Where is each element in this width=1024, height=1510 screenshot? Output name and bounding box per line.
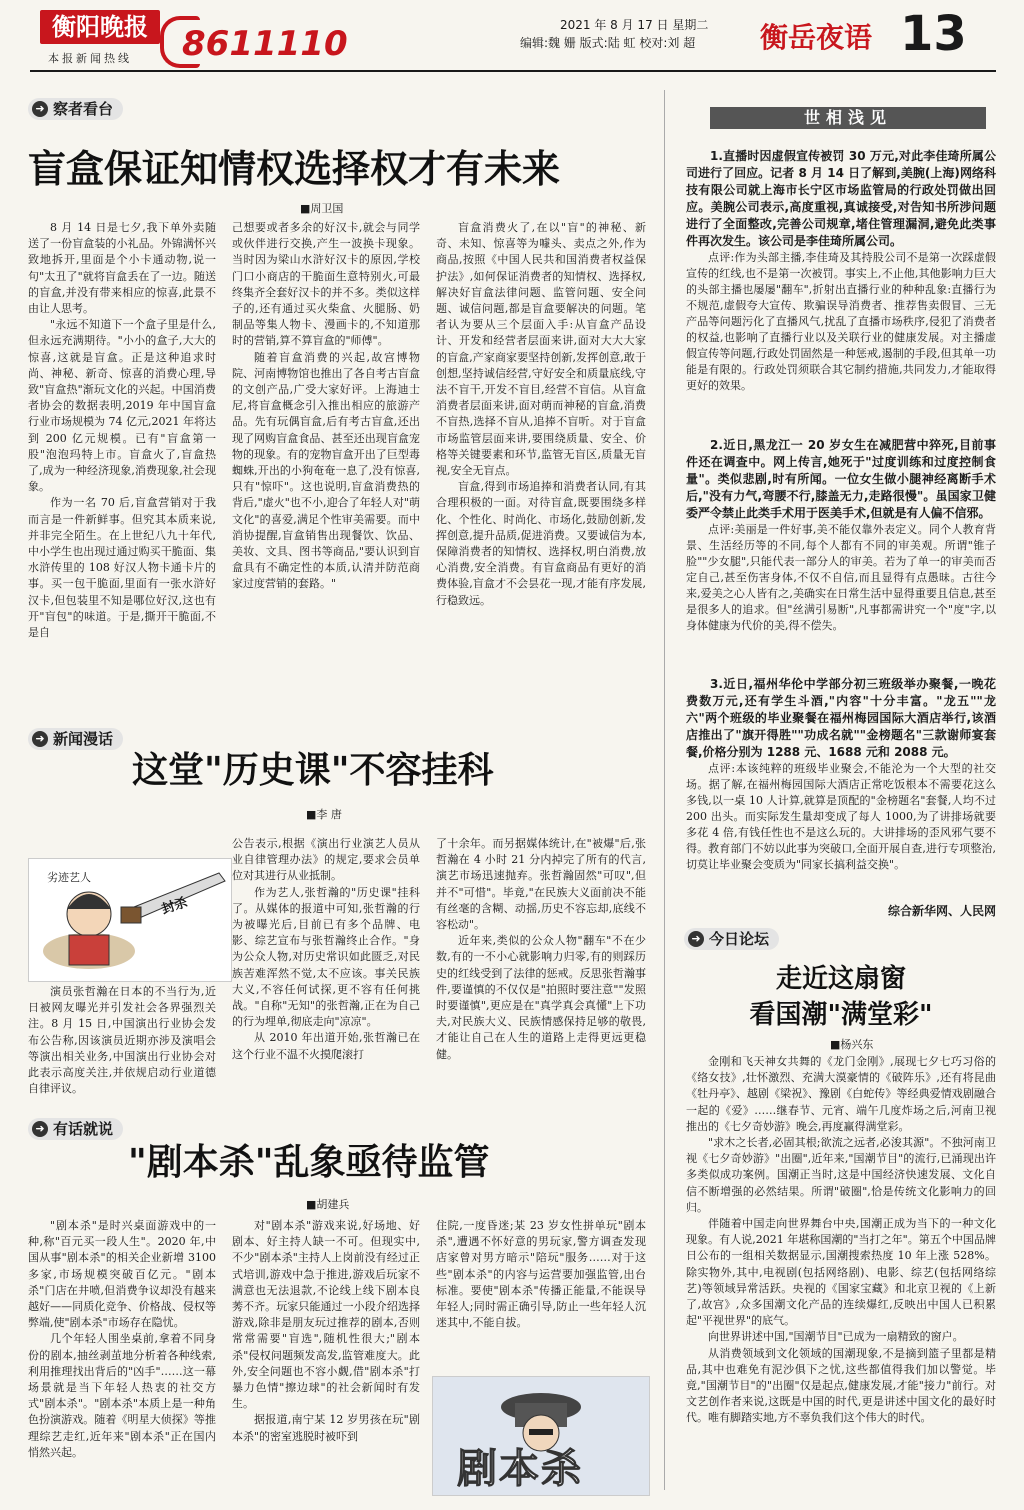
paragraph: 作为艺人,张哲瀚的"历史课"挂科了。从媒体的报道中可知,张哲瀚的行为被曝光后,目前已有多个品牌、电影、综艺宣布与张哲瀚终止合作。"身为公众人物,对历史常识如此匮乏,对民族苦难浑然不觉,太不应该。事关民族大义,不容任何试探,更不容有任何挑战。"自称"无知"的张哲瀚,正在为自己的行为埋单,彻底走向"凉凉"。 xyxy=(232,885,420,1029)
paragraph: 8 月 14 日是七夕,我下单外卖随送了一份盲盒装的小礼品。外锦满怀兴致地拆开,里面是个小卡通动物,说一句"太丑了"就将盲盒丢在了一边。随送的盲盒,并没有带来相应的惊喜,此景不由让人思考。 xyxy=(28,221,216,316)
paragraph: 了十余年。而另据媒体统计,在"被爆"后,张哲瀚在 4 小时 21 分内掉完了所有的代言,演艺市场迅速抛弃。张哲瀚固然"可叹",但并不"可惜"。毕竟,"在民族大义面前决不能有丝毫的含糊、动摇,历史不容忘却,底线不容松动"。 xyxy=(436,837,646,932)
page-number: 13 xyxy=(900,6,967,62)
paragraph: 从 2010 年出道开始,张哲瀚已在这个行业不温不火摸爬滚打 xyxy=(232,1031,420,1061)
logo-subtitle: 本报新闻热线 xyxy=(48,52,132,65)
section-name: 衡岳夜语 xyxy=(760,21,873,54)
tag-label: 察者看台 xyxy=(53,100,114,118)
paragraph: 近年来,类似的公众人物"翻车"不在少数,有的一不小心就影响力归零,有的则踩历史的红线受到了法律的惩戒。反思张哲瀚事件,要谨慎的不仅仅是"拍照时要注意""发照时要谨慎",更应是在"真学真会真懂"上下功夫,对民族大义、民族情感保持足够的敬畏,才能让自己在人生的道路上走得更远更稳健。 xyxy=(436,934,646,1061)
arrow-right-icon: ➜ xyxy=(32,101,48,117)
article-headline: 这堂"历史课"不容挂科 xyxy=(132,750,494,791)
arrow-right-icon: ➜ xyxy=(688,931,704,947)
script-game-illustration xyxy=(432,1376,650,1496)
article-headline-line1: 走近这扇窗 xyxy=(775,964,906,994)
paragraph: "求木之长者,必固其根;欲流之远者,必浚其源"。不独河南卫视《七夕奇妙游》"出圈",近年来,"国潮节目"的流行,已涌现出许多类似成功案例。国潮正当时,这是中国经济快速发展、文化自信不断增强的必然结果。所谓"破圈",恰是传统文化影响力的回归。 xyxy=(686,1136,996,1214)
paragraph: 向世界讲述中国,"国潮节目"已成为一扇精致的窗户。 xyxy=(708,1330,964,1344)
paragraph: 公告表示,根据《演出行业演艺人员从业自律管理办法》的规定,要求会员单位对其进行从业抵制。 xyxy=(232,837,420,883)
paragraph: "剧本杀"是时兴桌面游戏中的一种,称"百元买一段人生"。2020 年,中国从事"剧本杀"的相关企业新增 3100 多家,市场规模突破百亿元。"剧本杀"门店在井喷,但消费争议却没有越来越好——同质化竞争、价格战、侵权等弊端,使"剧本杀"市场存在隐忧。 xyxy=(28,1219,216,1330)
article-headline: 盲盒保证知情权选择权才有未来 xyxy=(28,147,561,191)
paragraph: "永远不知道下一个盒子里是什么,但永远充满期待。"小小的盒子,大大的惊喜,这就是盲盒。正是这种追求时尚、神秘、新奇、惊喜的消费心理,导致"盲盒热"渐玩文化的兴起。中国消费者协会的数据表明,2019 年中国盲盒行业市场规模为 74 亿元,2021 年将达到 200 亿元规模。已有"盲盒第一股"泡泡玛特上市。盲盒火了,盲盒热了,成为一种经济现象,消费现象,社会现象。 xyxy=(28,318,216,494)
article-column-3 xyxy=(436,836,646,1102)
article-column-2 xyxy=(232,220,420,695)
item-lead: 3.近日,福州华伦中学部分初三班级举办聚餐,一晚花费数万元,还有学生斗酒,"内容"十分丰富。"龙五""龙六"两个班级的毕业聚餐在福州梅园国际大酒店举行,该酒店推出了"旗开得胜""功成名就""金榜题名"三款谢师宴套餐,价格分别为 1288 元、1688 元和 2088 元。 xyxy=(686,677,996,759)
item-comment: 点评:本该纯粹的班级毕业聚会,不能沦为一个大型的社交场。据了解,在福州梅园国际大酒店正常吃饭根本不需要花这么多钱,以一桌 10 人计算,就算是顶配的"金榜题名"套餐,人均不过 200 出头。而实际发生量却变成了每人 1000,为了讲排场就要多花 4 倍,有钱任性也不是这么玩的。大讲排场的歪风邪气要不得。教育部门不妨以此事为突破口,全面开展自查,进行专项整治,切莫让毕业聚会变质为"同家长搞利益交换"。 xyxy=(686,762,996,871)
tag-label: 新闻漫话 xyxy=(53,730,114,748)
issue-date: 2021 年 8 月 17 日 星期二 xyxy=(560,18,709,32)
cartoon-sword-label: 封杀 xyxy=(159,895,190,918)
article-column-1 xyxy=(28,984,216,1102)
masthead-rule xyxy=(30,70,996,72)
sidebar-item-3 xyxy=(686,676,996,904)
paragraph: 据报道,南宁某 12 岁男孩在玩"剧本杀"的密室逃脱时被吓到 xyxy=(232,1413,420,1443)
illustration-title: 剧本杀 xyxy=(457,1446,583,1492)
item-lead: 1.直播时因虚假宣传被罚 30 万元,对此李佳琦所属公司进行了回应。记者 8 月 14 日了解到,美腕(上海)网络科技有限公司就上海市长宁区市场监管局的行政处罚做出回应。美腕公司表示,高度重视,真诚接受,对告知书所涉问题进行了全面整改,完善公司规章,堵住管理漏洞,避免此类事件再次发生。该公司是李佳琦所属公司。 xyxy=(686,149,996,248)
editor-credits: 编辑:魏 姗 版式:陆 虹 校对:刘 超 xyxy=(520,36,696,50)
byline: ■胡建兵 xyxy=(306,1198,350,1211)
paragraph: 住院,一度昏迷;某 23 岁女性拼单玩"剧本杀",遭遇不怀好意的男玩家,警方调查发现店家曾对男方暗示"陪玩"服务……对于这些"剧本杀"的内容与运营要加强监管,出台标准。要使"剧本杀"传播正能量,不能误导年轻人;同时需正确引导,防止一些年轻人沉迷其中,不能自拔。 xyxy=(436,1219,646,1330)
article-column-1 xyxy=(28,220,216,695)
paragraph: 盲盒消费火了,在以"盲"的神秘、新奇、未知、惊喜等为噱头、卖点之外,作为商品,按照《中国人民共和国消费者权益保护法》,如何保证消费者的知情权、选择权,解决好盲盒法律问题、监管问题、安全问题、诚信问题,都是盲盒要解决的问题。笔者认为要从三个层面入手:从盲盒产品设计、开发和经营者层面来讲,面对大大大家的盲盒,产家商家要坚持创新,发挥创意,敢于创想,坚持诚信经营,守好安全和质量底线,守法不盲干,开发不盲目,经营不盲信。从盲盒消费者层面来讲,面对萌而神秘的盲盒,消费不盲热,选择不盲从,追捧不盲听。对于盲盒市场监管层面来讲,要围绕质量、安全、价格等关键要素和环节,监管无盲区,质量无盲视,安全无盲点。 xyxy=(436,221,646,478)
article-headline-line2: 看国潮"满堂彩" xyxy=(749,1000,933,1030)
byline: ■杨兴东 xyxy=(830,1038,874,1051)
byline: ■周卫国 xyxy=(300,202,344,215)
paragraph: 从消费领域到文化领域的国潮现象,不是摘到篮子里都是精品,其中也难免有泥沙俱下之忧,这些都值得我们加以警觉。毕竟,"国潮节目"的"出圈"仅是起点,健康发展,才能"接力"前行。对文艺创作者来说,这既是中国的时代,更是讲述中国文化的最好时代。唯有脚踏实地,方不辜负我们这个伟大的时代。 xyxy=(686,1346,996,1425)
arrow-right-icon: ➜ xyxy=(32,1121,48,1137)
item-comment: 点评:作为头部主播,李佳琦及其持股公司不是第一次踩虚假宣传的红线,也不是第一次被罚。事实上,不止他,其他影响力巨大的头部主播也屡屡"翻车",折射出直播行业的种种乱象:直播行为不规范,虚假夸大宣传、欺骗误导消费者、推荐售卖假冒、三无产品等问题污化了直播风气,扰乱了直播市场秩序,侵犯了消费者的权益,也影响了直播行业以及关联行业的健康发展。对主播虚假宣传等问题,行政处罚固然是一种惩戒,遏制的手段,但其单一功能是有限的。行政处罚须联合其它制约措施,共同发力,才能取得更好的效果。 xyxy=(686,251,996,392)
sidebar-item-1 xyxy=(686,148,996,394)
paragraph: 盲盒,得到市场追捧和消费者认同,有其合理积极的一面。对待盲盒,既要围绕多样化、个性化、时尚化、市场化,鼓励创新,发挥创意,提升品质,促进消费。又要诚信为本,保障消费者的知情权、选择权,明白消费,放心消费,安全消费。有盲盒商品有更好的消费体验,盲盒才不会昙花一现,才能有序发展,行稳致远。 xyxy=(436,480,646,607)
paragraph: 演员张哲瀚在日本的不当行为,近日被网友曝光并引发社会各界强烈关注。8 月 15 日,中国演出行业协会发布公告称,因该演员近期亦涉及演唱会等演出相关业务,中国演出行业协会对此表示高度关注,并依规启动行业道德自律评议。 xyxy=(28,985,216,1096)
paragraph: 几个年轻人围坐桌前,拿着不同身份的剧本,抽丝剥茧地分析着各种线索,利用推理找出背后的"凶手"……这一幕场景就是当下年轻人热衷的社交方式"剧本杀"。"剧本杀"本质上是一种角色扮演游戏。随着《明星大侦探》等推理综艺走红,近年来"剧本杀"正在国内悄然兴起。 xyxy=(28,1332,216,1459)
article-column-3 xyxy=(436,1218,646,1370)
hotline-number: 8611110 xyxy=(182,24,348,64)
article-column-3 xyxy=(436,220,646,695)
paragraph: 金刚和飞天神女共舞的《龙门金刚》,展现七夕七巧习俗的《络女技》,壮怀激烈、充满大漠豪情的《破阵乐》,还有将昆曲《牡丹亭》、越剧《梁祝》、豫剧《白蛇传》等经典爱情戏剧融合一起的《爱》……继春节、元宵、端午几度炸场之后,河南卫视推出的《七夕奇妙游》晚会,再度赢得满堂彩。 xyxy=(686,1055,996,1133)
sidebar-source: 综合新华网、人民网 xyxy=(887,904,996,918)
item-lead: 2.近日,黑龙江一 20 岁女生在减肥营中猝死,目前事件还在调查中。网上传言,她死于"过度训练和过度控制食量"。类似悲剧,时有所闻。一位女生做小腿神经离断手术后,"没有力气,弯腰不行,膝盖无力,走路很慢"。虽国家卫健委严令禁止此类手术用于医美手术,但就是有人偏不信邪。 xyxy=(686,438,996,520)
section-tag-forum xyxy=(684,928,779,950)
paragraph: 伴随着中国走向世界舞台中央,国潮正成为当下的一种文化现象。有人说,2021 年堪称国潮的"当打之年"。第五个中国品牌日公布的一组相关数据显示,国潮搜索热度 10 年上涨 528%。除实物外,其中,电视剧(包括网络剧)、电影、综艺(包括网络综艺)等领域异常活跃。央视的《国家宝藏》和北京卫视的《上新了,故宫》,众多国潮文化产品的连续爆红,反映出中国人已积累起"平视世界"的底气。 xyxy=(686,1217,996,1328)
tag-label: 今日论坛 xyxy=(709,930,770,948)
newspaper-logo: 衡阳晚报 xyxy=(40,10,160,44)
section-tag-observer xyxy=(28,98,123,120)
editorial-cartoon xyxy=(28,858,232,982)
paragraph: 己想要或者多余的好汉卡,就会与同学或伙伴进行交换,产生一波换卡现象。当时因为梁山水浒好汉卡的原因,学校门口小商店的干脆面生意特别火,可最终集齐全套好汉卡的并不多。类似这样子的,还有通过买火柴盒、火腿肠、奶制品等集人物卡、漫画卡的,不知道那时的营销,算不算盲盒的"师傅"。 xyxy=(232,221,420,348)
section-tag-news-cartoon xyxy=(28,728,123,750)
article-column-2 xyxy=(232,836,420,1102)
article-body xyxy=(686,1054,996,1490)
paragraph: 随着盲盒消费的兴起,故宫博物院、河南博物馆也推出了各自考古盲盒的文创产品,广受大家好评。上海迪士尼,将盲盒概念引入推出相应的旅游产品。先有玩偶盲盒,后有考古盲盒,还出现了网购盲盒食品、甚至还出现盲盒宠物的现象。有的宠物盲盒开出了巨型毒蜘蛛,开出的小狗奄奄一息了,没有惊喜,只有"惊吓"。这也说明,盲盒消费热的背后,"虚火"也不小,迎合了年轻人对"萌文化"的喜爱,满足个性审美需要。而中消协提醒,盲盒销售出现餐饮、饮品、美妆、文具、图书等商品,"要认识到盲盒具有不确定性的本质,认清并防范商家过度营销的套路。" xyxy=(232,350,420,591)
paragraph: 对"剧本杀"游戏来说,好场地、好剧本、好主持人缺一不可。但现实中,不少"剧本杀"主持人上岗前没有经过正式培训,游戏中急于推进,游戏后玩家不满意也无法退款,不论线上线下剧本良莠不齐。玩家只能通过一小段介绍选择游戏,除非是朋友玩过推荐的剧本,否则常常需要"盲选",随机性很大;"剧本杀"侵权问题频发高发,监管难度大。此外,安全问题也不容小觑,借"剧本杀"打暴力色情"擦边球"的社会新闻时有发生。 xyxy=(232,1219,420,1411)
article-headline: "剧本杀"乱象亟待监管 xyxy=(128,1142,490,1183)
cartoon-label: 劣迹艺人 xyxy=(47,871,91,884)
section-tag-speak-up xyxy=(28,1118,123,1140)
sidebar-item-2 xyxy=(686,437,996,661)
arrow-right-icon: ➜ xyxy=(32,731,48,747)
article-column-1 xyxy=(28,1218,216,1488)
column-divider xyxy=(664,90,665,1490)
item-comment: 点评:美丽是一件好事,美不能仅靠外表定义。同个人教育背景、生活经历等的不同,每个人都有不同的审美观。所谓"锥子脸""少女腿",只能代表一部分人的审美。若为了单一的审美而否定自己,甚至伤害身体,不仅不自信,而且显得有点愚昧。古往今来,爱美之心人皆有之,美确实在日常生活中显得重要且信息,甚至是很多人的追求。但"丝满引易断",凡事都需讲究一个"度"字,以身体健康为代价的美,得不偿失。 xyxy=(686,523,996,632)
byline: ■李 唐 xyxy=(306,808,342,821)
tag-label: 有话就说 xyxy=(53,1120,114,1138)
article-column-2 xyxy=(232,1218,420,1488)
sidebar-title: 世相浅见 xyxy=(710,107,986,129)
paragraph: 作为一名 70 后,盲盒营销对于我而言是一件新鲜事。但究其本质来说,并非完全陌生。在上世纪八九十年代,中小学生也出现过通过购买干脆面、集水浒传里的 108 好汉人物卡通卡片的事。买一包干脆面,里面有一张水浒好汉卡,但包装里不知是哪位好汉,这也有开"盲包"的味道。于是,撕开干脆面,不是自 xyxy=(28,496,216,640)
